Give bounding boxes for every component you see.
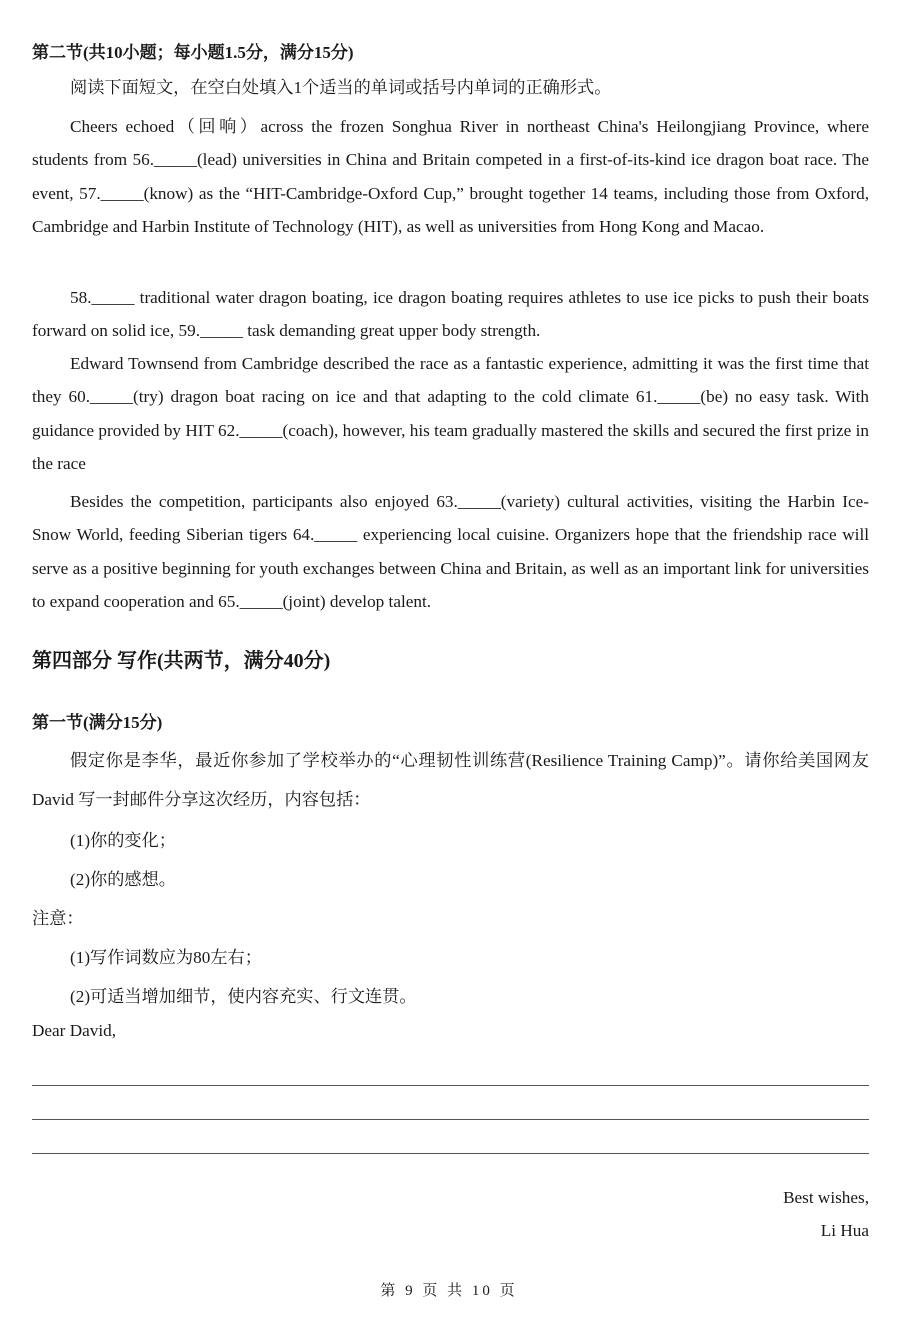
passage-paragraph-2: 58._____ traditional water dragon boating, ice dragon boating requires athletes to use ice picks to push their boats forward on solid ice, 59._____ task demanding great upper body strength. (32, 288, 869, 341)
content-item-2: (2)你的感想。 (70, 870, 176, 889)
writing-line (32, 1153, 869, 1154)
passage-paragraph-3: Edward Townsend from Cambridge described the race as a fantastic experience, admitting it was the first time that they 60._____(try) dragon boat racing on ice and that adapting to the cold climate 61._____(be) no easy task. With guidance provided by HIT 62._____(coach), however, his team gradually mastered the skills and secured the first prize in the race (32, 354, 869, 473)
note-item-1: (1)写作词数应为80左右； (70, 948, 262, 967)
writing-prompt: 假定你是李华，最近你参加了学校举办的“心理韧性训练营(Resilience Training Camp)”。请你给美国网友David 写一封邮件分享这次经历，内容包括： (32, 751, 869, 809)
content-item-1: (1)你的变化； (70, 831, 176, 850)
page-number: 第 9 页 共 10 页 (380, 1283, 518, 1299)
signature: Li Hua (820, 1221, 869, 1240)
note-item-2: (2)可适当增加细节，使内容充实、行文连贯。 (70, 987, 417, 1006)
writing-line (32, 1085, 869, 1086)
closing: Best wishes, (783, 1188, 869, 1207)
writing-line (32, 1119, 869, 1120)
passage-paragraph-4: Besides the competition, participants also enjoyed 63._____(variety) cultural activities, visiting the Harbin Ice-Snow World, feeding Siberian tigers 64._____ experiencing local cuisine. Organizers hope that the friendship race will serve as a positive beginning for youth exchanges between China and Britain, as well as an important link for universities to expand cooperation and 65._____(joint) develop talent. (32, 492, 869, 611)
passage-paragraph-1: Cheers echoed（回响）across the frozen Songhua River in northeast China's Heilongjiang Province, where students from 56._____(lead) universities in China and Britain competed in a first-of-its-kind ice dragon boat race. The event, 57._____(know) as the “HIT-Cambridge-Oxford Cup,” brought together 14 teams, including those from Oxford, Cambridge and Harbin Institute of Technology (HIT), as well as universities from Hong Kong and Macao. (32, 117, 869, 236)
section-2-title: 第二节(共10小题；每小题1.5分，满分15分) (32, 43, 354, 62)
part-4-title: 第四部分 写作(共两节，满分40分) (32, 650, 331, 672)
section-1-title: 第一节(满分15分) (32, 713, 163, 732)
section-2-instruction: 阅读下面短文，在空白处填入1个适当的单词或括号内单词的正确形式。 (70, 78, 612, 97)
salutation: Dear David, (32, 1021, 116, 1040)
note-label: 注意： (32, 909, 84, 928)
